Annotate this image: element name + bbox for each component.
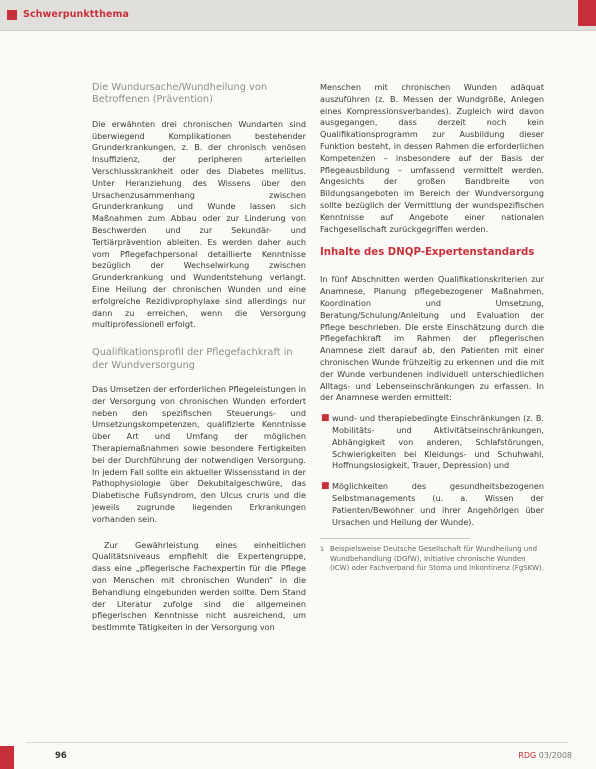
footer-rule (26, 742, 568, 743)
right-column (320, 82, 544, 574)
subheading-wound-cause: Die Wundursache/Wundheilung von Betroffenen (Prävention) (92, 82, 268, 106)
magazine-issue (518, 751, 572, 760)
subheading-qualification: Qualifikationsprofil der Pflegefachkraft in der Wundversorgung (92, 347, 293, 371)
footer-accent-bar (0, 746, 14, 769)
footnote-text: Beispielsweise Deutsche Gesellschaft für Wundheilung und Wundbehandlung (DGfW), Initiative chronische Wunden (ICW) oder Fachverband für Stoma und Inkontinenz (FgSKW). (330, 545, 544, 573)
edge-tab (578, 0, 596, 26)
footnote-number: 1 (320, 545, 325, 554)
paragraph: In fünf Abschnitten werden Qualifikationskriterien zur Anamnese, Planung pflegebezogener Maßnahmen, Koordination und Umsetzung, Beratung/Schulung/Anleitung und Evaluation der Pflege beschrieben. Die erste Einschätzung durch die Pflegefachkraft im Rahmen der pflegerischen Anamnese zielt darauf ab, den Patienten mit einer chronischen Wunde frühzeitig zu erkennen und die mit der Wunde verbundenen individuell unterschiedlichen Alltags- und Lebenseinschränkungen zu erfassen. In der Anamnese werden ermittelt: (320, 274, 544, 403)
left-column (92, 82, 306, 643)
paragraph: Menschen mit chronischen Wunden adäquat auszuführen (z. B. Messen der Wundgröße, Anlegen eines Kompressionsverbandes). Zugleich wird davon ausgegangen, dass derzeit noch kein Qualifikationsprogramm zur Ausbildung dieser Funktion besteht, in dessen Rahmen die erforderlichen Kompetenzen – insbesondere auf der Basis der Pflegeausbildung – umfassend vermittelt werden. Angesichts der großen Bandbreite von Bildungsangeboten im Bereich der Wundversorgung sollte bezüglich der Vermittlung der wundspezifischen Kenntnisse auf Angebote einer nationalen Fachgesellschaft zurückgegriffen werden. (320, 82, 544, 234)
footnote (320, 545, 544, 574)
paragraph: Die erwähnten drei chronischen Wundarten sind überwiegend Komplikationen bestehender Grunderkrankungen, z. B. der chronisch venösen Insuffizienz, der peripheren arteriellen Verschlusskrankheit oder des Diabetes mellitus. Unter Heranziehung des Wissens über den Ursachenzusammenhang zwischen Grunderkrankung und Wunde lassen sich Maßnahmen zum Abbau oder zur Linderung von Beschwerden und zur Sekundär- und Tertiärprävention ableiten. Es werden daher auch vom Pflegefachpersonal detaillierte Kenntnisse bezüglich der Wechselwirkung zwischen Grunderkrankung und Wundentstehung verlangt. Eine Heilung der chronischen Wunden und eine erfolgreiche Rezidivprophylaxe sind allerdings nur dann zu erreichen, wenn die Versorgung multiprofessionell erfolgt. (92, 118, 306, 330)
section-marker (7, 10, 17, 20)
list-item: ■ Möglichkeiten des gesundheitsbezogenen Selbstmanagements (u. a. Wissen der Patienten/Bewohner und ihrer Angehörigen über Ursachen und Heilung der Wunde). (321, 481, 544, 527)
list-item: ■ wund- und therapiebedingte Einschränkungen (z. B. Mobilitäts- und Aktivitätseinschränkungen, Abhängigkeit von anderen, Schlafstörungen, Schwierigkeiten bei Kleidungs- und Schuhwahl, Hoffnungslosigkeit, Trauer, Depression) und (321, 413, 544, 471)
footnote-rule (320, 538, 470, 539)
section-heading: Inhalte des DNQP-Expertenstandards (320, 247, 535, 259)
paragraph: Zur Gewährleistung eines einheitlichen Qualitätsniveaus empfiehlt die Expertengruppe, dass eine „pflegerische Fachexpertin für die Pflege von Menschen mit chronischen Wunden“ in die Behandlung eingebunden werden sollte. Dem Stand der Literatur zufolge sind die allgemeinen pflegerischen Kenntnisse nicht ausreichend, um bestimmte Tätigkeiten in der Versorgung von (92, 539, 306, 633)
bullet-list (320, 413, 544, 528)
section-title: Schwerpunktthema (23, 9, 129, 20)
bullet-icon: ■ (321, 413, 330, 424)
issue-number: 03/2008 (538, 751, 572, 760)
bullet-icon: ■ (321, 481, 330, 492)
header-rule (0, 30, 596, 31)
paragraph: Das Umsetzen der erforderlichen Pflegeleistungen in der Versorgung von chronischen Wunden erfordert neben den spezifischen Steuerungs- und Umsetzungskompetenzen, qualifizierte Kenntnisse über Art und Umfang der möglichen Therapiemaßnahmen sowie besondere Fertigkeiten bei der Durchführung der notwendigen Versorgung. In jedem Fall sollte ein aktueller Wissensstand in der Pathophysiologie über Dekubitalgeschwüre, das Diabetische Fußsyndrom, den Ulcus cruris und die jeweils zugrunde liegenden Erkrankungen vorhanden sein. (92, 383, 307, 524)
magazine-brand: RDG (518, 751, 537, 760)
page-number: 96 (55, 751, 67, 761)
